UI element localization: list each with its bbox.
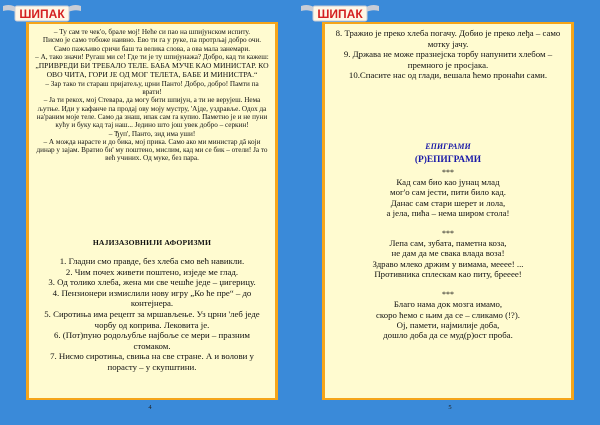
poem-line: мог'о сам јести, пити било кад. <box>390 187 506 198</box>
separator: *** <box>442 229 454 239</box>
poem-line: Кад сам био као јунац млад <box>396 177 500 187</box>
list-item: 6. (Пот)пуно родољубље најбоље се мери – празним стомаком. <box>53 330 250 351</box>
logo-text: ШИПАК <box>317 7 363 21</box>
poem-line: скоро ћемо с њим да се – сликамо (!?). <box>376 309 520 320</box>
poem-line: Лепа сам, зубата, паметна коза, <box>389 238 507 249</box>
poem-line: Ој, памети, најмилије доба, <box>396 319 500 330</box>
separator: *** <box>442 290 454 300</box>
list-item: 9. Држава не може празнејска торбу напунити хлебом – премного је просјака. <box>343 49 553 70</box>
list-item: 10.Спасите нас од глади, вешала ћемо пронаћи сами. <box>348 70 548 81</box>
page-number: 5 <box>448 404 452 411</box>
section-heading: НАЈИЗАЗОВНИЈИ АФОРИЗМИ <box>92 238 212 247</box>
list-item: 1. Гладни смо правде, без хлеба смо већ навикли. <box>59 256 245 266</box>
paragraph: – Ђуп', Панто, зид има уши! <box>108 129 196 138</box>
poems <box>331 168 565 341</box>
logo-wings-icon <box>1 2 83 24</box>
poem-line: Данас сам стари шерет и лола, <box>390 197 506 208</box>
poem-line: не дам да ме свака влада воза! <box>391 248 505 259</box>
left-text-panel <box>26 22 278 400</box>
poem-line: а јела, пића – нема широм стола! <box>386 207 510 218</box>
poem-line: Благо нама док мозга имамо, <box>393 299 503 310</box>
page-number: 4 <box>148 404 152 411</box>
list-item: 8. Тражио је преко хлеба погачу. Добио је преко леђа – само мотку јачу. <box>335 28 561 49</box>
poem-line: дошло доба да се муд(р)ост проба. <box>383 330 513 341</box>
paragraph: – Зар тако ти стараш пријатељу, црни Панто! Добро, добро! Памти па врати! <box>45 79 259 97</box>
paragraph: – Ја ти рекох, мој Стевара, да могу бити шпијун, а ти не верујеш. Нема љутње. Иди у кафанче па продај ову моју мустру, 'Ајде, уздравље. Одох да на'раним моје теле. Само да знаш, ипак сам га купио. Паметно је и не пуни кућу и буку кад тај наш... Једино што још увек добро – серкин! <box>36 96 268 130</box>
logo-text: ШИПАК <box>19 7 65 21</box>
logo <box>299 2 381 24</box>
right-page <box>300 0 600 425</box>
quote-paragraph: „ПРИВРЕДИ БИ ТРЕБАЛО ТЕЛЕ. БАБА МУЧЕ КАО МИНИСТАР. КО ОВО ЧИТА, ГОРИ ЈЕ ОД МОГ ТЕЛЕТА, БАБЕ И МИНИСТРА.“ <box>35 61 269 80</box>
logo-wings-icon <box>299 2 381 24</box>
list-item: 2. Чим почех живети поштено, изједе ме глад. <box>65 266 239 277</box>
section-heading-italic: ЕПИГРАМИ <box>425 142 471 151</box>
right-text-panel <box>322 22 574 400</box>
list-item: 5. Сиротиња има рецепт за мршављење. Уз црни 'леб једе чорбу од коприва. Лековита је. <box>44 308 260 330</box>
list-item: 7. Нисмо сиротиња, свиња на све стране. А и волови у порасту – у скупштини. <box>50 351 254 372</box>
list-item: 3. Од толико хлеба, жена ми све чешће једе – џигерицу. <box>48 277 256 288</box>
list-item: 4. Пензионери измислили нову игру „Ко ће пре“ – до контејнера. <box>52 287 252 309</box>
poem-line: Здраво млеко држим у вимама, мееее! ... <box>372 258 524 269</box>
section-heading: (Р)ЕПИГРАМИ <box>414 155 482 165</box>
paragraph: Писмо је само тобоже наивно. Ево ти га у руке, па протрљај добро очи. Само пажљиво сричи баш та велика слова, а ова мала занемари. <box>42 36 262 53</box>
separator: *** <box>442 168 454 177</box>
aphorism-list-continued <box>331 28 565 81</box>
paragraph: – Ту сам те чек'о, брале мој! Неће си пао на шпијунском испиту. <box>53 28 251 36</box>
paragraph: – А, тако значи! Ругаш ми се! Где ти је ту шпијунажа? Добро, кад ти кажеш: <box>35 52 269 61</box>
paragraph: – А можда нарасте и до бика, мој прика. Само ако ми министар дâ који динар у зајам. Вратио би' му поштено, мислим, кад ми се бик – отели! Ја то већ учиних. Од муке, без пара. <box>36 137 268 163</box>
dialogue-block <box>35 28 269 163</box>
logo <box>1 2 83 24</box>
poem-line: Противника сплескам као питу, брееее! <box>374 269 522 280</box>
aphorism-list <box>35 256 269 373</box>
